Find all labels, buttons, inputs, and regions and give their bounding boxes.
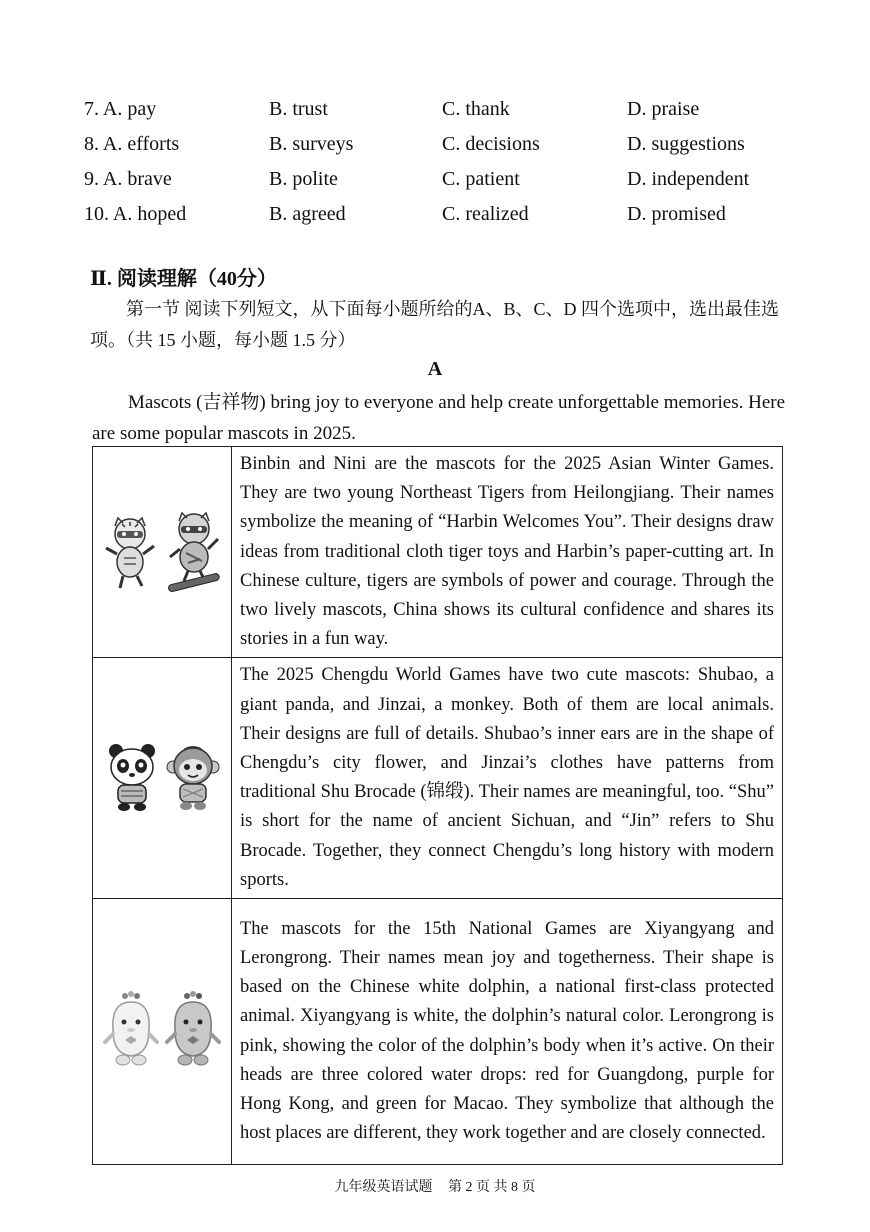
option-d: D. promised bbox=[627, 203, 726, 225]
option-row bbox=[84, 127, 804, 162]
passage-intro: Mascots (吉祥物) bring joy to everyone and help create unforgettable memories. Here are some popular mascots in 2025. bbox=[92, 392, 786, 444]
option-b: B. agreed bbox=[269, 203, 346, 225]
option-d: D. suggestions bbox=[627, 133, 745, 155]
option-c: C. realized bbox=[442, 203, 529, 225]
option-row bbox=[84, 92, 804, 127]
table-row bbox=[93, 658, 783, 899]
option-b: B. trust bbox=[269, 98, 328, 120]
cloze-options bbox=[84, 92, 804, 232]
mascot-image-cell bbox=[93, 658, 232, 899]
section-title: Ⅱ. 阅读理解（40分） bbox=[90, 268, 277, 290]
option-c: C. thank bbox=[442, 98, 510, 120]
mascot-image-cell bbox=[93, 899, 232, 1165]
question-number: 10. bbox=[84, 203, 109, 225]
footer-page-number: 第 2 页 共 8 页 bbox=[448, 1180, 536, 1195]
tiger-mascot-snowboard-illustration bbox=[164, 509, 222, 595]
option-b: B. surveys bbox=[269, 133, 354, 155]
question-number: 8. bbox=[84, 133, 99, 155]
table-row bbox=[93, 447, 783, 658]
pink-dolphin-mascot-illustration bbox=[165, 990, 221, 1074]
option-row bbox=[84, 162, 804, 197]
section-instruction: 第一节 阅读下列短文，从下面每小题所给的A、B、C、D 四个选项中，选出最佳选项。（共 15 小题，每小题 1.5 分） bbox=[90, 299, 780, 350]
monkey-mascot-illustration bbox=[166, 743, 220, 813]
option-a: A. brave bbox=[102, 168, 172, 190]
mascot-table bbox=[92, 446, 783, 1165]
option-b: B. polite bbox=[269, 168, 338, 190]
option-a: A. pay bbox=[102, 98, 157, 120]
page-footer bbox=[0, 1176, 870, 1196]
option-a: A. hoped bbox=[112, 203, 187, 225]
option-row bbox=[84, 197, 804, 232]
option-a: A. efforts bbox=[102, 133, 180, 155]
mascot-description: Binbin and Nini are the mascots for the 2025 Asian Winter Games. They are two young Northeast Tigers from Heilongjiang. Their names symbolize the meaning of “Harbin Welcomes You”. Their designs draw ideas from traditional cloth tiger toys and Harbin’s paper-cutting art. In Chinese culture, tigers are symbols of power and courage. Through the two lively mascots, China shows its cultural confidence and shares its stories in a fun way. bbox=[232, 447, 783, 658]
question-number: 7. bbox=[84, 98, 99, 120]
mascot-description: The mascots for the 15th National Games are Xiyangyang and Lerongrong. Their names mean joy and togetherness. Their shape is based on the Chinese white dolphin, a national first-class protected animal. Xiyangyang is white, the dolphin’s natural color. Lerongrong is pink, showing the color of the dolphin’s body when it’s active. On their heads are three colored water drops: red for Guangdong, purple for Hong Kong, and green for Macao. They symbolize that although the host places are different, they work together and are closely connected. bbox=[232, 899, 783, 1165]
mascot-description: The 2025 Chengdu World Games have two cute mascots: Shubao, a giant panda, and Jinzai, a monkey. Both of them are local animals. Their designs are full of details. Shubao’s inner ears are in the shape of Chengdu’s city flower, and Jinzai’s clothes have patterns from traditional Shu Brocade (锦缎). Their names are meaningful, too. “Shu” is short for the name of ancient Sichuan, and “Jin” refers to Shu Brocade. Together, they connect Chengdu’s long history with modern sports. bbox=[232, 658, 783, 899]
option-d: D. independent bbox=[627, 168, 750, 190]
passage-label: A bbox=[427, 358, 443, 380]
option-c: C. decisions bbox=[442, 133, 540, 155]
mascot-image-cell bbox=[93, 447, 232, 658]
tiger-mascot-illustration bbox=[102, 512, 158, 592]
option-d: D. praise bbox=[627, 98, 700, 120]
panda-mascot-illustration bbox=[104, 743, 160, 813]
option-c: C. patient bbox=[442, 168, 520, 190]
question-number: 9. bbox=[84, 168, 99, 190]
white-dolphin-mascot-illustration bbox=[103, 990, 159, 1074]
footer-subject: 九年级英语试题 bbox=[334, 1180, 433, 1195]
table-row bbox=[93, 899, 783, 1165]
